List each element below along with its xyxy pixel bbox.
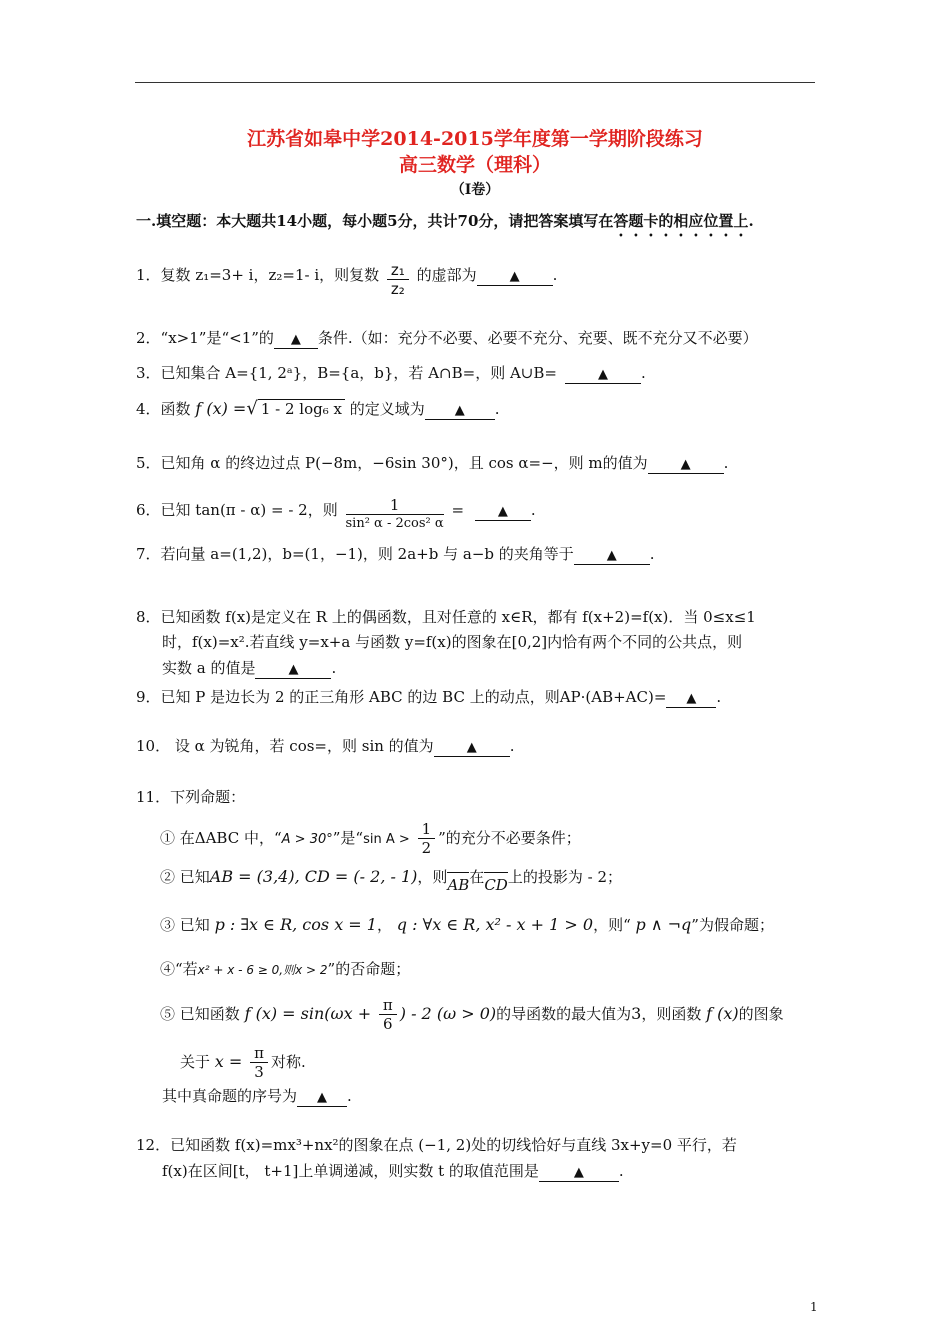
answer-blank[interactable]: ▲ (475, 503, 531, 521)
q11-proposition-3: ③ 已知 p : ∃x ∈ R, cos x = 1， q : ∀x ∈ R, x² - x + 1 > 0，则“ p ∧ ¬q”为假命题； (160, 915, 774, 934)
q11-proposition-4: ④“若x² + x - 6 ≥ 0,则x > 2”的否命题； (160, 960, 411, 978)
question-12-line1: 12．已知函数 f(x)=mx³+nx²的图象在点 (−1, 2)处的切线恰好与直线 3x+y=0 平行，若 (136, 1136, 737, 1154)
q11-ask: 其中真命题的序号为 ▲ . (162, 1087, 352, 1105)
question-8-line2: 时，f(x)=x².若直线 y=x+a 与函数 y=f(x)的图象在[0,2]内恰有两个不同的公共点，则 (162, 633, 743, 651)
answer-blank[interactable]: ▲ (477, 268, 553, 286)
answer-blank[interactable]: ▲ (574, 547, 650, 565)
question-3: 3．已知集合 A={1, 2ᵃ}，B={a，b}，若 A∩B=，则 A∪B= ▲ . (136, 364, 646, 382)
q11-proposition-5: ⑤ 已知函数 f (x) = sin(ωx + $\frac{\pi}{6}$ ) - 2 (ω > 0)的导函数的最大值为3，则函数 f (x)的图象 (160, 996, 784, 1033)
answer-blank[interactable]: ▲ (539, 1164, 619, 1182)
question-6: 6．已知 tan(π - α) = - 2，则 $\frac{1}{\text{sin² α - 2cos² α}}$ = ▲ . (136, 496, 536, 531)
exam-title-line1: 江苏省如皋中学2014-2015学年度第一学期阶段练习 (247, 128, 703, 150)
q11-proposition-2: ② 已知AB = (3,4), CD = (- 2, - 1)，则AB在CD上的投影为 - 2； (160, 867, 623, 894)
question-2: 2．“x>1”是“<1”的 ▲ 条件.（如：充分不必要、必要不充分、充要、既不充分又不必要） (136, 329, 758, 347)
page-number: 1 (810, 1300, 818, 1314)
answer-blank[interactable]: ▲ (434, 739, 510, 757)
question-5: 5．已知角 α 的终边过点 P(−8m，−6sin 30°)，且 cos α=−，则 m的值为 ▲ . (136, 454, 729, 472)
question-4: 4．函数 f (x) =√ 1 - 2 log₆ x 的定义域为 ▲ . (136, 398, 500, 419)
answer-blank[interactable]: ▲ (666, 690, 716, 708)
question-11-intro: 11．下列命题： (136, 788, 246, 806)
question-8-line3: 实数 a 的值是 ▲ . (162, 659, 337, 677)
answer-blank[interactable]: ▲ (565, 366, 641, 384)
exam-volume: （Ⅰ卷） (450, 182, 500, 198)
top-rule (135, 82, 815, 83)
answer-blank[interactable]: ▲ (297, 1089, 347, 1107)
question-7: 7．若向量 a=(1,2)，b=(1，−1)，则 2a+b 与 a−b 的夹角等于 ▲ . (136, 545, 655, 563)
question-10: 10． 设 α 为锐角，若 cos=，则 sin 的值为 ▲ . (136, 737, 515, 755)
q1-fraction: $\frac{\text{z₁}}{\text{z₂}}$ (387, 261, 409, 298)
question-9: 9．已知 P 是边长为 2 的正三角形 ABC 的边 BC 上的动点，则AP·(AB+AC)= ▲ . (136, 688, 722, 706)
answer-blank[interactable]: ▲ (425, 402, 495, 420)
question-1: 1．复数 z₁=3+ i，z₂=1- i，则复数 $\frac{\text{z₁}}{\text{z₂}}$ 的虚部为 ▲ . (136, 261, 558, 298)
question-8-line1: 8．已知函数 f(x)是定义在 R 上的偶函数，且对任意的 x∈R，都有 f(x+2)=f(x)．当 0≤x≤1 (136, 608, 756, 626)
exam-title-line2: 高三数学（理科） (398, 154, 551, 176)
question-12-line2: f(x)在区间[t， t+1]上单调递减，则实数 t 的取值范围是 ▲ . (162, 1162, 624, 1180)
answer-blank[interactable]: ▲ (255, 661, 331, 679)
q6-fraction: $\frac{1}{\text{sin² α - 2cos² α}}$ (345, 496, 444, 531)
q11-proposition-5-cont: 关于 x = $\frac{\pi}{3}$ 对称. (180, 1044, 306, 1081)
answer-blank[interactable]: ▲ (274, 331, 318, 349)
answer-blank[interactable]: ▲ (648, 456, 724, 474)
section-heading: 一.填空题：本大题共14小题，每小题5分，共计70分，请把答案填写在答题卡的相应位置上. (136, 212, 754, 230)
q11-proposition-1: ① 在ΔABC 中，“A > 30°”是“sin A > $\frac{1}{2}$ ”的充分不必要条件； (160, 820, 581, 857)
section-emphasis: 答题卡的相应位置上 (613, 212, 749, 230)
